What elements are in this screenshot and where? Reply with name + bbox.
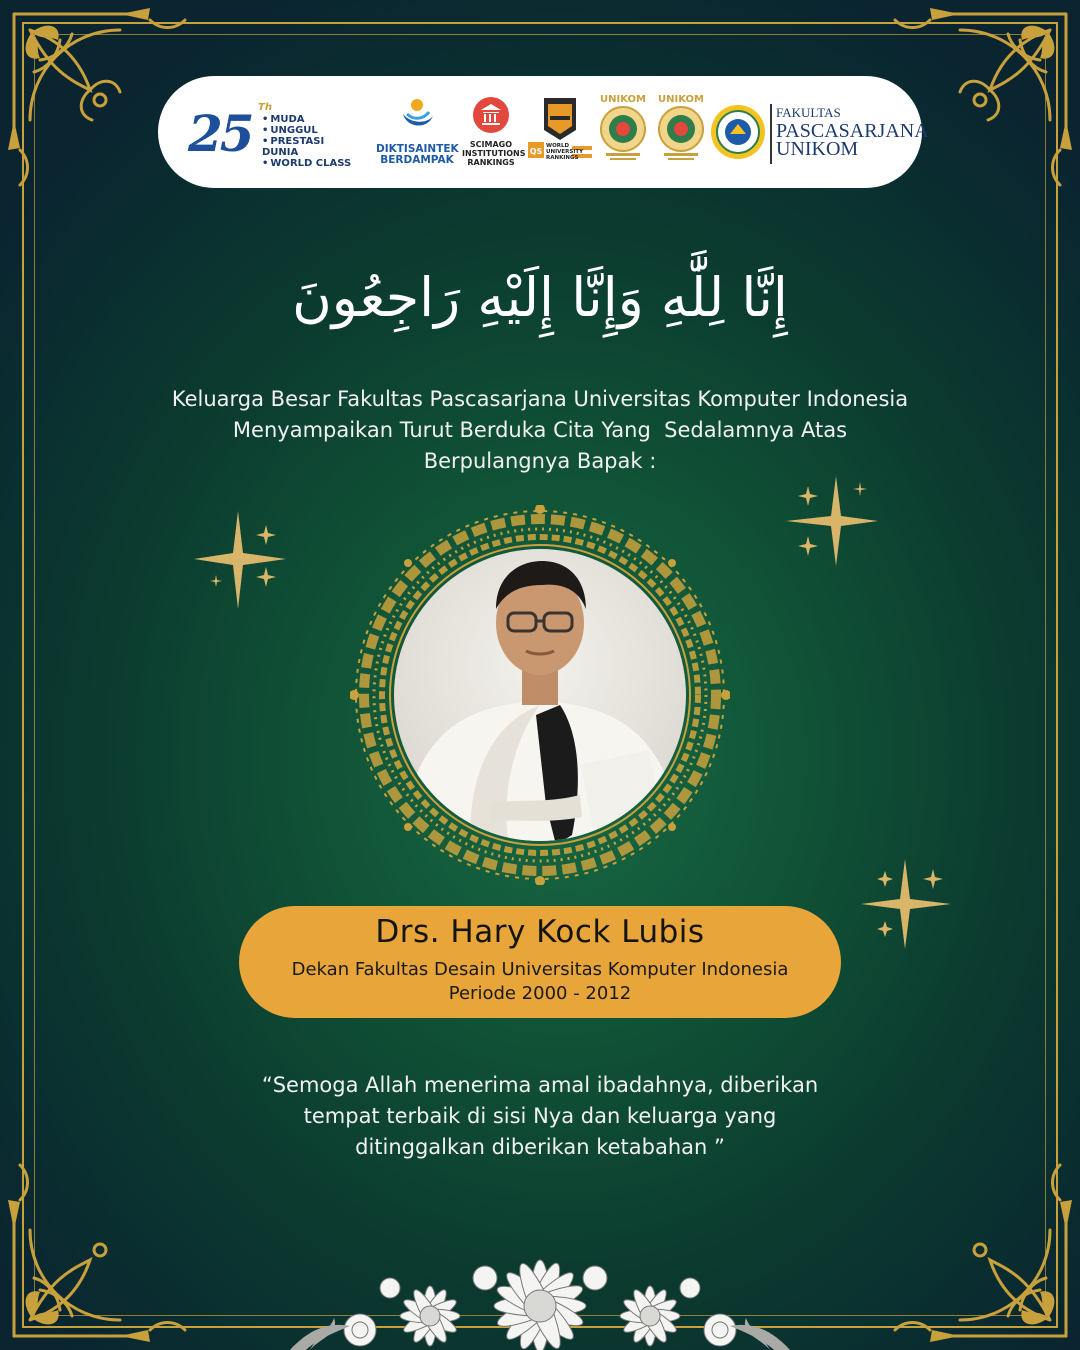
intro-line2: Menyampaikan Turut Berduka Cita Yang Sedalamnya Atas (232, 418, 848, 442)
deceased-period: Periode 2000 - 2012 (448, 983, 632, 1004)
deceased-name: Drs. Hary Kock Lubis (375, 914, 705, 950)
qs-line1: WORLD (546, 143, 570, 149)
prayer-line3: ditinggalkan diberikan ketabahan ” (355, 1135, 725, 1159)
corner-ornament-bottom-right (870, 1140, 1080, 1350)
unikom-seal-logo (654, 94, 708, 170)
sparkle-icon (780, 474, 890, 574)
diktisaintek-logo (376, 96, 458, 168)
unikom-seal-icon (656, 105, 706, 161)
anniversary-25-logo (188, 98, 358, 168)
qs-line3: RANKINGS (546, 155, 579, 161)
anniversary-number: 25 (188, 104, 252, 163)
anniversary-suffix: Th (258, 102, 272, 113)
fakultas-line2: PASCASARJANA (776, 120, 929, 142)
fakultas-pascasarjana-wordmark (770, 104, 929, 164)
tagline-item: • UNGGUL (262, 125, 358, 136)
scimago-logo (462, 96, 526, 168)
unikom-seal-label: UNIKOM (658, 94, 704, 105)
unikom-seal-icon (598, 105, 648, 161)
diktisaintek-line2: BERDAMPAK (380, 154, 454, 166)
qs-rankings-logo (526, 96, 594, 168)
portrait-medallion (350, 505, 730, 885)
deceased-role (239, 958, 841, 1006)
unikom-seal-label: UNIKOM (600, 94, 646, 105)
tagline-item: • PRESTASI DUNIA (262, 136, 358, 158)
fakultas-line1: FAKULTAS (776, 105, 841, 120)
svg-text:QS: QS (529, 147, 543, 156)
university-emblem-icon (710, 104, 766, 160)
scimago-line3: RANKINGS (467, 158, 515, 167)
fakultas-line3: UNIKOM (776, 138, 859, 160)
floral-bottom-decoration (270, 1238, 810, 1350)
intro-line1: Keluarga Besar Fakultas Pascasarjana Universitas Komputer Indonesia (171, 387, 909, 411)
sparkle-icon (190, 505, 300, 615)
logo-bar (158, 76, 929, 188)
deceased-role-line1: Dekan Fakultas Desain Universitas Komputer Indonesia (291, 959, 789, 980)
portrait-photo (390, 545, 690, 850)
unikom-seal-logo (596, 94, 650, 170)
scimago-line1: SCIMAGO (469, 140, 513, 149)
scimago-emblem-icon (472, 96, 510, 134)
prayer-quote (200, 1070, 880, 1163)
condolence-intro (120, 384, 960, 477)
arabic-condolence-phrase: إِنَّا لِلَّٰهِ وَإِنَّا إِلَيْهِ رَاجِعُونَ (292, 266, 788, 329)
university-round-emblem (710, 104, 766, 160)
qs-line2: UNIVERSITY (546, 149, 584, 155)
prayer-line1: “Semoga Allah menerima amal ibadahnya, diberikan (261, 1073, 819, 1097)
diktisaintek-emblem-icon (397, 96, 437, 136)
intro-line3: Berpulangnya Bapak : (423, 449, 657, 473)
diktisaintek-line1: DIKTISAINTEK (376, 143, 459, 155)
tagline-item: • WORLD CLASS (262, 158, 358, 169)
prayer-line2: tempat terbaik di sisi Nya dan keluarga yang (303, 1104, 777, 1128)
anniversary-taglines (262, 114, 358, 169)
corner-ornament-bottom-left (0, 1140, 210, 1350)
sparkle-icon (855, 855, 955, 955)
scimago-line2: INSTITUTIONS (462, 149, 526, 158)
deceased-name-card (239, 906, 841, 1018)
tagline-item: • MUDA (262, 114, 358, 125)
